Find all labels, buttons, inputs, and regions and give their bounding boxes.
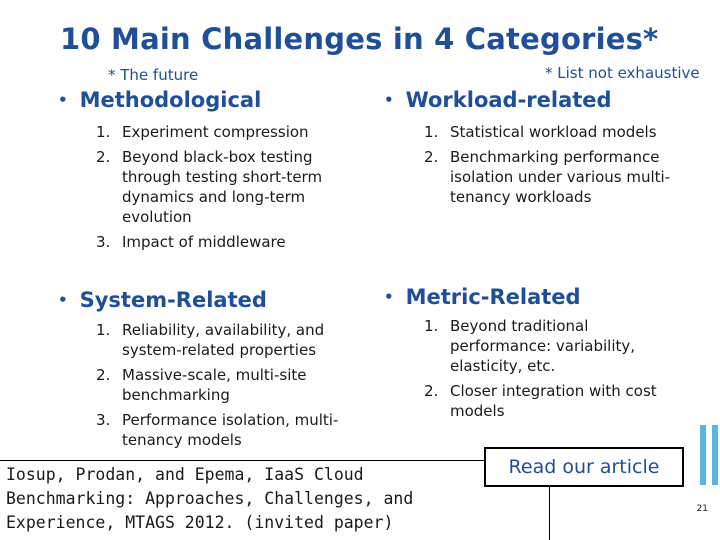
bullet-icon: • xyxy=(58,291,68,309)
metric-list xyxy=(424,316,684,426)
item-number: 2. xyxy=(96,366,111,384)
citation-line: Iosup, Prodan, and Epema, IaaS Cloud xyxy=(6,465,364,484)
category-system-heading xyxy=(58,288,267,312)
decorative-bar xyxy=(700,425,706,485)
list-item xyxy=(424,122,694,142)
category-label: Methodological xyxy=(79,88,262,112)
item-number: 1. xyxy=(96,321,111,339)
item-text: Beyond black-box testing through testing short-term dynamics and long-term evolution xyxy=(122,148,323,226)
list-item xyxy=(424,147,694,207)
bullet-icon: • xyxy=(384,91,394,109)
item-number: 1. xyxy=(96,123,111,141)
item-number: 2. xyxy=(424,148,439,166)
list-item xyxy=(96,147,346,227)
workload-list xyxy=(424,122,694,212)
item-number: 2. xyxy=(424,382,439,400)
system-list xyxy=(96,320,346,455)
item-text: Impact of middleware xyxy=(122,233,286,251)
category-workload-heading xyxy=(384,88,612,112)
item-number: 3. xyxy=(96,233,111,251)
list-item xyxy=(96,410,346,450)
list-item xyxy=(96,320,346,360)
item-text: Beyond traditional performance: variability, elasticity, etc. xyxy=(450,317,636,375)
bullet-icon: • xyxy=(58,91,68,109)
decorative-bar xyxy=(712,425,718,485)
category-methodological-heading xyxy=(58,88,261,112)
bullet-icon: • xyxy=(384,288,394,306)
item-text: Experiment compression xyxy=(122,123,309,141)
list-item xyxy=(424,381,684,421)
item-text: Benchmarking performance isolation under various multi-tenancy workloads xyxy=(450,148,671,206)
item-text: Reliability, availability, and system-related properties xyxy=(122,321,325,359)
item-number: 1. xyxy=(424,123,439,141)
citation-box xyxy=(0,460,550,540)
slide-title: 10 Main Challenges in 4 Categories* xyxy=(60,22,659,56)
read-article-button[interactable]: Read our article xyxy=(484,447,684,487)
item-text: Massive-scale, multi-site benchmarking xyxy=(122,366,307,404)
category-label: Workload-related xyxy=(405,88,612,112)
item-number: 3. xyxy=(96,411,111,429)
note-future: * The future xyxy=(108,66,199,84)
item-number: 2. xyxy=(96,148,111,166)
citation-line: Experience, MTAGS 2012. (invited paper) xyxy=(6,513,394,532)
item-number: 1. xyxy=(424,317,439,335)
list-item xyxy=(96,122,346,142)
page-number: 21 xyxy=(696,504,708,514)
methodological-list xyxy=(96,122,346,257)
note-exhaustive: * List not exhaustive xyxy=(545,64,700,82)
item-text: Performance isolation, multi-tenancy models xyxy=(122,411,339,449)
category-label: System-Related xyxy=(79,288,267,312)
item-text: Statistical workload models xyxy=(450,123,657,141)
list-item xyxy=(424,316,684,376)
citation-line: Benchmarking: Approaches, Challenges, and xyxy=(6,489,414,508)
list-item xyxy=(96,365,346,405)
list-item xyxy=(96,232,346,252)
category-label: Metric-Related xyxy=(405,285,581,309)
category-metric-heading xyxy=(384,285,581,309)
item-text: Closer integration with cost models xyxy=(450,382,657,420)
